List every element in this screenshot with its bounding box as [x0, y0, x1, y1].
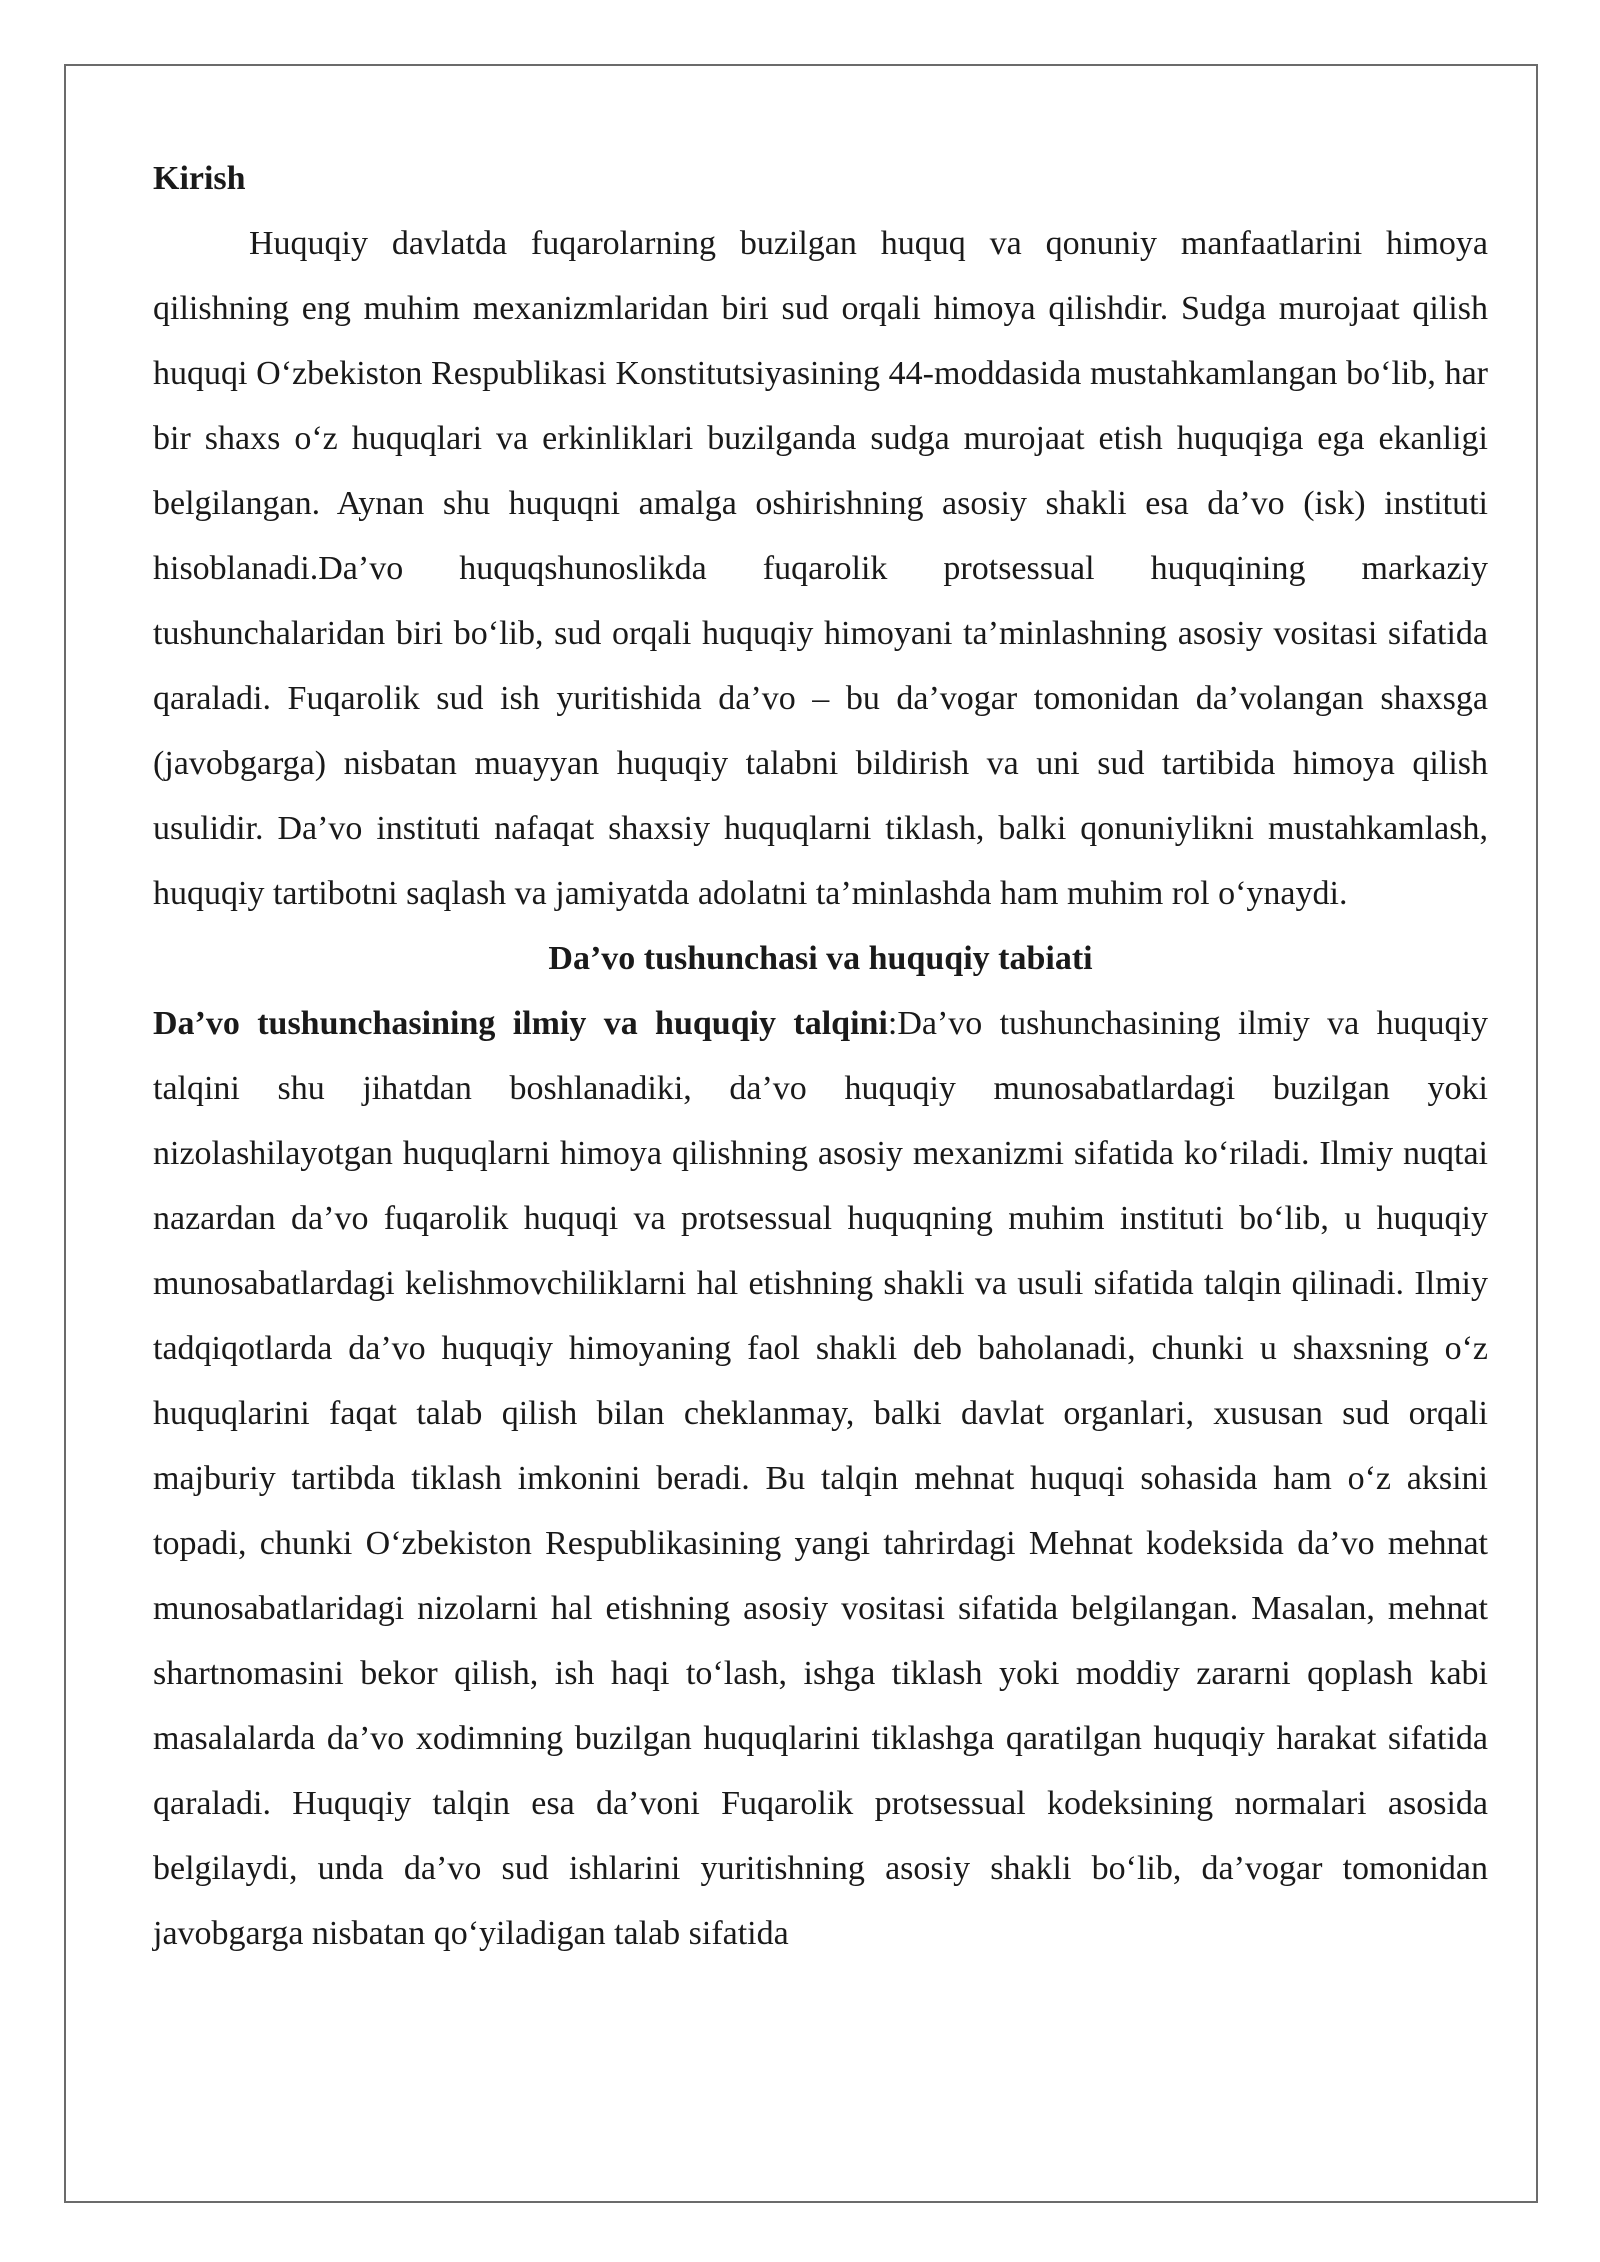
document-body	[153, 146, 1488, 1966]
subsection-paragraph	[153, 991, 1488, 1966]
intro-paragraph: Huquqiy davlatda fuqarolarning buzilgan huquq va qonuniy manfaatlarini himoya qilishning eng muhim mexanizmlaridan biri sud orqali himoya qilishdir. Sudga murojaat qilish huquqi O‘zbekiston Respublikasi Konstitutsiyasining 44-moddasida mustahkamlangan bo‘lib, har bir shaxs o‘z huquqlari va erkinliklari buzilganda sudga murojaat etish huquqiga ega ekanligi belgilangan. Aynan shu huquqni amalga oshirishning asosiy shakli esa da’vo (isk) instituti hisoblanadi.Da’vo huquqshunoslikda fuqarolik protsessual huquqining markaziy tushunchalaridan biri bo‘lib, sud orqali huquqiy himoyani ta’minlashning asosiy vositasi sifatida qaraladi. Fuqarolik sud ish yuritishida da’vo – bu da’vogar tomonidan da’volangan shaxsga (javobgarga) nisbatan muayyan huquqiy talabni bildirish va uni sud tartibida himoya qilish usulidir. Da’vo instituti nafaqat shaxsiy huquqlarni tiklash, balki qonuniylikni mustahkamlash, huquqiy tartibotni saqlash va jamiyatda adolatni ta’minlashda ham muhim rol o‘ynaydi.	[153, 225, 1488, 912]
subsection-separator: :	[887, 1005, 898, 1042]
section-heading: Da’vo tushunchasi va huquqiy tabiati	[548, 940, 1093, 977]
intro-heading: Kirish	[153, 160, 246, 197]
subsection-runin-heading: Da’vo tushunchasining ilmiy va huquqiy talqini	[153, 1005, 888, 1042]
subsection-text: Da’vo tushunchasining ilmiy va huquqiy talqini shu jihatdan boshlanadiki, da’vo huquqiy munosabatlardagi buzilgan yoki nizolashilayotgan huquqlarni himoya qilishning asosiy mexanizmi sifatida ko‘riladi. Ilmiy nuqtai nazardan da’vo fuqarolik huquqi va protsessual huquqning muhim instituti bo‘lib, u huquqiy munosabatlardagi kelishmovchiliklarni hal etishning shakli va usuli sifatida talqin qilinadi. Ilmiy tadqiqotlarda da’vo huquqiy himoyaning faol shakli deb baholanadi, chunki u shaxsning o‘z huquqlarini faqat talab qilish bilan cheklanmay, balki davlat organlari, xususan sud orqali majburiy tartibda tiklash imkonini beradi. Bu talqin mehnat huquqi sohasida ham o‘z aksini topadi, chunki O‘zbekiston Respublikasining yangi tahrirdagi Mehnat kodeksida da’vo mehnat munosabatlaridagi nizolarni hal etishning asosiy vositasi sifatida belgilangan. Masalan, mehnat shartnomasini bekor qilish, ish haqi to‘lash, ishga tiklash yoki moddiy zararni qoplash kabi masalalarda da’vo xodimning buzilgan huquqlarini tiklashga qaratilgan huquqiy harakat sifatida qaraladi. Huquqiy talqin esa da’voni Fuqarolik protsessual kodeksining normalari asosida belgilaydi, unda da’vo sud ishlarini yuritishning asosiy shakli bo‘lib, da’vogar tomonidan javobgarga nisbatan qo‘yiladigan talab sifatida	[153, 1005, 1488, 1952]
